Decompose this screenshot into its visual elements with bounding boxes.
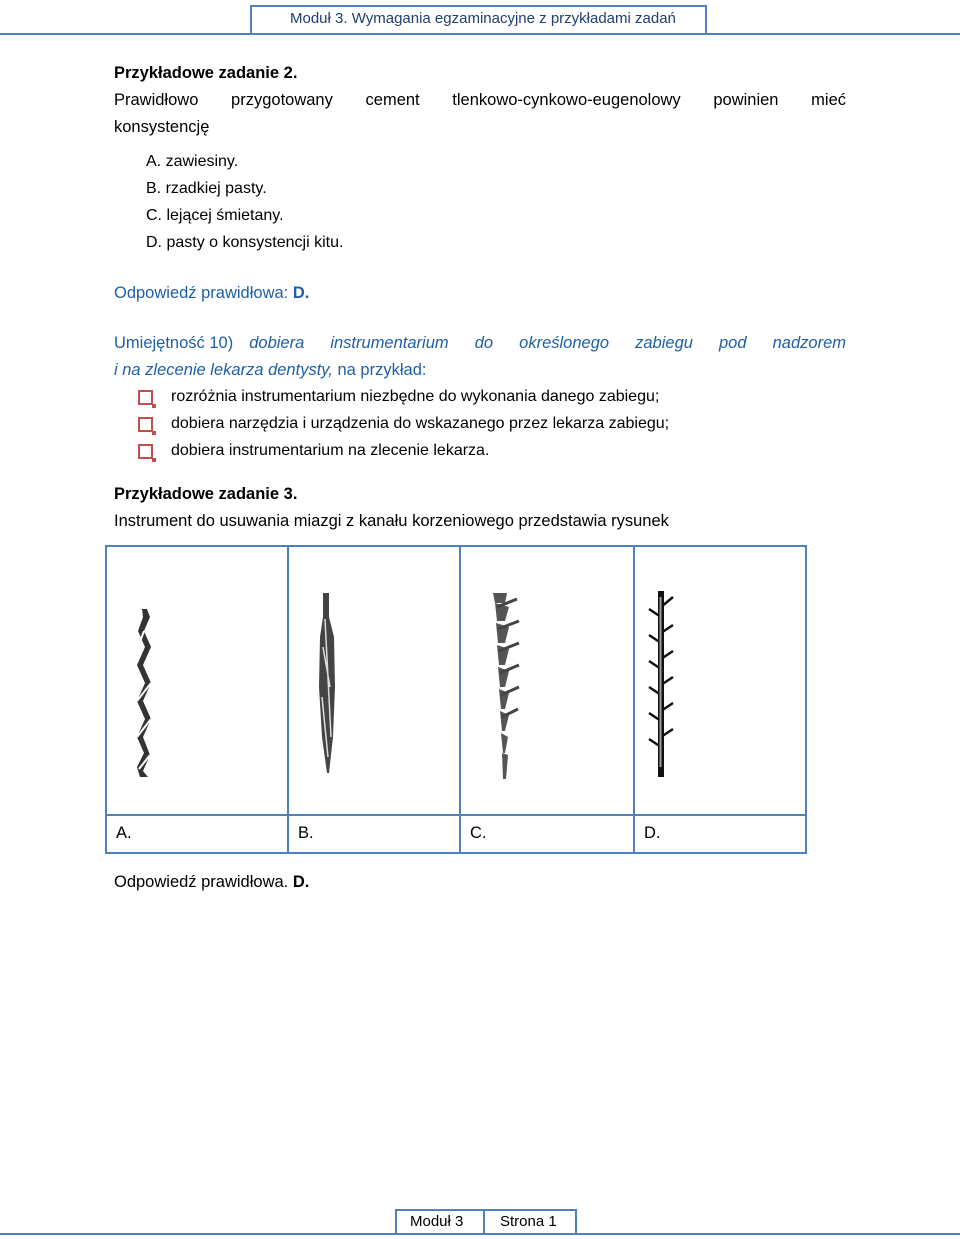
skill-bullet-3 bbox=[138, 442, 489, 460]
task2-option-b: B. rzadkiej pasty. bbox=[146, 180, 267, 197]
task3-answer-value: D. bbox=[292, 873, 310, 891]
skill-bullet-2 bbox=[138, 415, 669, 433]
task3-question: Instrument do usuwania miazgi z kanału korzeniowego przedstawia rysunek bbox=[114, 512, 669, 530]
task3-answer bbox=[114, 869, 309, 896]
figure-label-a: A. bbox=[116, 824, 132, 842]
figure-cell-c bbox=[460, 546, 634, 815]
skill-prefix: Umiejętność 10) bbox=[114, 334, 234, 352]
header-title: Moduł 3. Wymagania egzaminacyjne z przykładami zadań bbox=[290, 10, 676, 27]
skill-bullet-text: dobiera narzędzia i urządzenia do wskazanego przez lekarza zabiegu; bbox=[171, 415, 670, 432]
figure-cell-d bbox=[634, 546, 806, 815]
figure-label-b: B. bbox=[298, 824, 314, 842]
figure-label-d: D. bbox=[644, 824, 661, 842]
task2-option-c: C. lejącej śmietany. bbox=[146, 207, 284, 224]
checkbox-bullet-icon bbox=[138, 444, 153, 459]
label-cell-c bbox=[460, 815, 634, 853]
task2-option-a: A. zawiesiny. bbox=[146, 153, 239, 170]
k-file-icon bbox=[289, 547, 459, 809]
label-cell-d bbox=[634, 815, 806, 853]
skill-line1 bbox=[114, 330, 846, 357]
task2-answer-value: D. bbox=[292, 284, 310, 302]
task2-option-d: D. pasty o konsystencji kitu. bbox=[146, 234, 344, 251]
spiral-reamer-icon bbox=[107, 547, 287, 809]
task2-answer bbox=[114, 280, 309, 307]
barbed-broach-icon bbox=[635, 547, 805, 809]
footer-module: Moduł 3 bbox=[410, 1213, 464, 1230]
figure-cell-a bbox=[106, 546, 288, 815]
checkbox-bullet-icon bbox=[138, 417, 153, 432]
label-cell-b bbox=[288, 815, 460, 853]
skill-bullet-text: dobiera instrumentarium na zlecenie lekarza. bbox=[171, 442, 490, 459]
header-rule bbox=[0, 33, 960, 35]
skill-line2 bbox=[114, 357, 426, 384]
skill-bullet-1 bbox=[138, 388, 659, 406]
task2-answer-label: Odpowiedź prawidłowa: bbox=[114, 284, 293, 302]
skill-italic2: i na zlecenie lekarza dentysty, bbox=[114, 361, 333, 379]
task2-title: Przykładowe zadanie 2. bbox=[114, 64, 298, 82]
skill-bullet-text: rozróżnia instrumentarium niezbędne do wykonania danego zabiegu; bbox=[171, 388, 660, 405]
skill-italic1: dobiera instrumentarium do określonego zabiegu pod nadzorem bbox=[249, 334, 846, 352]
checkbox-bullet-icon bbox=[138, 390, 153, 405]
task2-question-line1: Prawidłowo przygotowany cement tlenkowo-cynkowo-eugenolowy powinien mieć bbox=[114, 91, 846, 109]
hedstrom-file-icon bbox=[461, 547, 633, 809]
task2-question-line2: konsystencję bbox=[114, 118, 210, 136]
figure-cell-b bbox=[288, 546, 460, 815]
skill-suffix: na przykład: bbox=[332, 361, 427, 379]
task3-title: Przykładowe zadanie 3. bbox=[114, 485, 298, 503]
footer-page-number: Strona 1 bbox=[500, 1213, 557, 1230]
task3-answer-label: Odpowiedź prawidłowa. bbox=[114, 873, 293, 891]
footer-rule bbox=[0, 1233, 960, 1235]
instrument-figure-table bbox=[105, 545, 807, 854]
figure-label-c: C. bbox=[470, 824, 487, 842]
label-cell-a bbox=[106, 815, 288, 853]
